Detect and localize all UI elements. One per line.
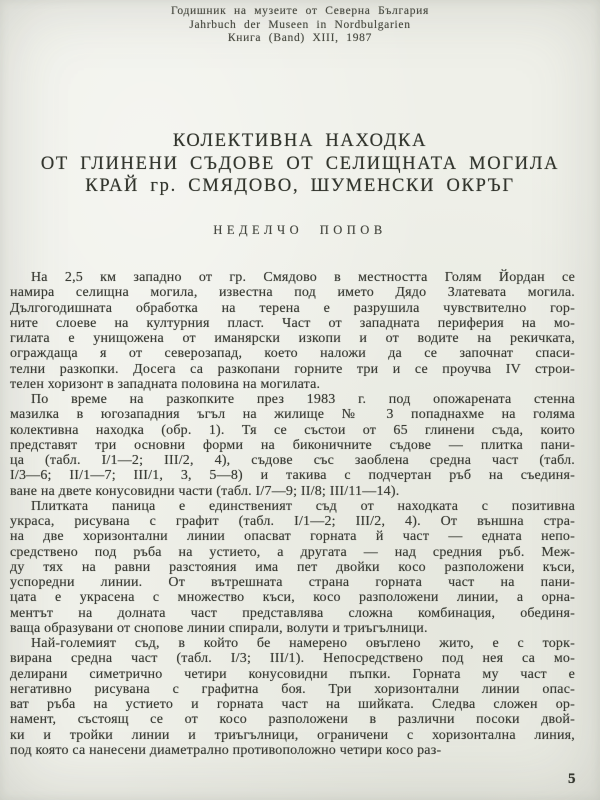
paragraph <box>10 270 575 392</box>
author-name: НЕДЕЛЧО ПОПОВ <box>213 223 387 237</box>
text-line: Дългогодишната обработка на терена е разрушила чувствително гор- <box>10 300 575 316</box>
text-line: средствено под ръба на устието, а другата — над средния ръб. Меж- <box>10 544 575 560</box>
text-line: цата е украсена с множество къси, косо разположени линии, а орна- <box>10 590 575 606</box>
article-title <box>0 130 600 198</box>
text-line: успоредни линии. От вътрешната страна горната част на пани- <box>10 575 575 590</box>
journal-header <box>0 5 600 46</box>
text-line: ваща образувани от снопове линии спирали, волути и триъгълници. <box>10 620 428 636</box>
text-line: I/3—6; II/1—7; III/1, 3, 5—8) и такива с подчертан ръб на съединя- <box>10 468 575 484</box>
text-line: ментът на долната част представлява сложна комбинация, обединя- <box>10 605 575 621</box>
text-line: телен хоризонт в западната половина на могилата. <box>10 376 321 392</box>
article-title-line-2: ОТ ГЛИНЕНИ СЪДОВЕ ОТ СЕЛИЩНАТА МОГИЛА <box>40 153 560 174</box>
text-line: Най-големият съд, в който бе намерено овъглено жито, е с торк- <box>31 636 575 651</box>
text-line: телни разкопки. Досега са разкопани горните три и се проучва IV строи- <box>10 361 575 377</box>
article-title-line-1: КОЛЕКТИВНА НАХОДКА <box>172 131 428 151</box>
text-line: Плитката паница е единственият съд от находката с позитивна <box>31 498 575 514</box>
text-line: На 2,5 км западно от гр. Смядово в местността Голям Йордан се <box>31 270 575 285</box>
text-line: мазилка в югозападния ъгъл на жилище № 3 попаднахме на голяма <box>10 407 575 423</box>
paragraph <box>10 636 575 758</box>
journal-name-german: Jahrbuch der Museen in Nordbulgarien <box>189 18 411 31</box>
text-line: украса, рисувана с графит (табл. I/1—2; III/2, 4). От външна стра- <box>10 514 575 529</box>
article-title-line-3: КРАЙ гр. СМЯДОВО, ШУМЕНСКИ ОКРЪГ <box>85 176 515 196</box>
body-text <box>10 270 575 758</box>
text-line: намент, състоящ се от косо разположени в различни посоки двой- <box>10 712 575 728</box>
text-line: намира селищна могила, известна под името Дядо Златевата могила. <box>10 285 575 301</box>
text-line: ват ръба на устието и горната част на шийката. Следва сложен ор- <box>10 697 575 712</box>
text-line: ните слоеве на културния пласт. Част от западната периферия на мо- <box>10 315 575 331</box>
text-line: ограждаща я от северозапад, което наложи да се започнат спаси- <box>10 346 575 362</box>
text-line: По време на разкопките през 1983 г. под опожарената стенна <box>31 392 575 407</box>
text-line: представят три основни форми на биконичните съдове — плитка пани- <box>10 437 575 453</box>
text-line: колективна находка (обр. 1). Тя се състои от 65 глинени съда, които <box>10 422 575 438</box>
paragraph <box>10 392 575 499</box>
text-line: ца (табл. I/1—2; III/2, 4), съдове със заоблена средна част (табл. <box>10 453 575 468</box>
volume-year-line: Книга (Band) XIII, 1987 <box>227 32 373 44</box>
text-line: негативно рисувана с графитна боя. Три хоризонтални линии опас- <box>10 681 575 697</box>
journal-name-bulgarian: Годишник на музеите от Северна България <box>170 5 430 17</box>
text-line: на две хоризонтални линии опасват горната й част — едната непо- <box>10 529 575 545</box>
text-line: ду тях на равни разстояния има пет двойки косо разположени къси, <box>10 559 575 575</box>
text-line: делирани симетрично четири конусовидни пъпки. Горната му част е <box>10 666 575 682</box>
text-line: ки и тройки линии и триъгълници, ограничени с хоризонтална линия, <box>10 727 575 743</box>
paragraph <box>10 499 575 636</box>
text-line: ване на двете конусовидни части (табл. I/7—9; II/8; III/11—14). <box>10 483 400 499</box>
page-number: 5 <box>568 771 576 787</box>
text-line: гилата е унищожена от иманярски изкопи и от водите на рекичката, <box>10 331 575 346</box>
text-line: под която са нанесени диаметрално противоположно четири косо раз- <box>10 742 442 758</box>
text-line: вирана средна част (табл. I/3; III/1). Непосредствено под нея са мо- <box>10 651 575 667</box>
